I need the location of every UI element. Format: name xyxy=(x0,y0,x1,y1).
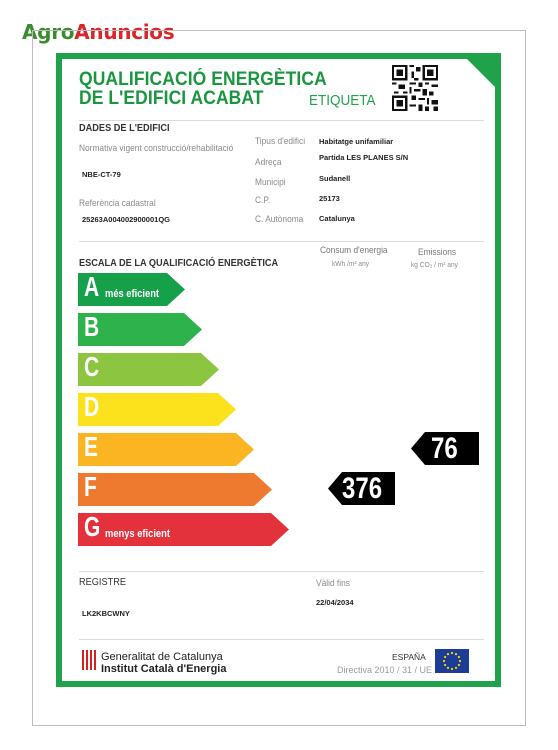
energy-band-g xyxy=(78,513,289,546)
normativa-label: Normativa vigent construcció/rehabilitació xyxy=(79,143,234,154)
band-a-note: més eficient xyxy=(105,288,160,300)
valid-until-label: Vàlid fins xyxy=(316,578,350,589)
eu-flag-icon xyxy=(435,649,469,673)
normativa-value: NBE-CT-79 xyxy=(82,170,121,179)
qr-code-icon xyxy=(392,65,438,111)
consumption-value: 376 xyxy=(342,472,383,505)
registre-label: REGISTRE xyxy=(79,577,127,588)
band-f-letter: F xyxy=(84,471,97,502)
cadastral-ref-label: Referència cadastral xyxy=(79,198,156,209)
consumption-header: Consum d'energia xyxy=(320,245,388,256)
band-d-letter: D xyxy=(84,391,100,422)
separator xyxy=(79,241,484,242)
band-a-letter: A xyxy=(84,271,100,302)
separator xyxy=(79,120,484,121)
band-e-letter: E xyxy=(84,431,99,462)
band-e-arrow xyxy=(78,433,254,466)
band-b-letter: B xyxy=(84,311,100,342)
registre-value: LK2KBCWNY xyxy=(82,609,130,618)
energy-band-d xyxy=(78,393,236,426)
energy-band-c xyxy=(78,353,219,386)
building-type-value: Habitatge unifamiliar xyxy=(319,137,394,146)
directive-text: Directiva 2010 / 31 / UE xyxy=(337,665,433,675)
region-label: C. Autònoma xyxy=(255,214,304,225)
address-label: Adreça xyxy=(255,157,282,168)
region-value: Catalunya xyxy=(319,214,355,223)
label-title-line1: QUALIFICACIÓ ENERGÈTICA xyxy=(79,69,327,90)
band-f-arrow xyxy=(78,473,272,506)
energy-label xyxy=(56,53,501,687)
country-name: ESPAÑA xyxy=(392,652,426,662)
generalitat-flag-icon xyxy=(81,650,96,670)
emissions-header: Emissions xyxy=(418,247,457,258)
label-title-line2: DE L'EDIFICI ACABAT xyxy=(79,88,264,109)
emissions-rating-tag xyxy=(411,432,479,465)
energy-band-b xyxy=(78,313,202,346)
band-d-arrow xyxy=(78,393,236,426)
band-c-letter: C xyxy=(84,351,100,382)
municipality-label: Municipi xyxy=(255,177,286,188)
postal-code-value: 25173 xyxy=(319,194,340,203)
address-value: Partida LES PLANES S/N xyxy=(319,153,409,162)
band-g-letter: G xyxy=(84,511,101,542)
emissions-value: 76 xyxy=(431,432,458,465)
scale-title: ESCALA DE LA QUALIFICACIÓ ENERGÈTICA xyxy=(79,258,279,269)
energy-band-e xyxy=(78,433,254,466)
energy-band-a xyxy=(78,273,185,306)
consumption-rating-tag xyxy=(328,472,395,505)
valid-until-value: 22/04/2034 xyxy=(316,598,354,607)
postal-code-label: C.P. xyxy=(255,195,271,206)
building-section-title: DADES DE L'EDIFICI xyxy=(79,123,170,134)
building-type-label: Tipus d'edifici xyxy=(255,136,306,147)
etiqueta-text: ETIQUETA xyxy=(309,92,376,109)
separator xyxy=(79,639,484,640)
site-logo-part2: Anuncios xyxy=(74,20,175,44)
label-corner-decoration xyxy=(461,53,501,93)
site-logo-part1: Agro xyxy=(22,20,75,44)
generalitat-name: Generalitat de Catalunya xyxy=(101,651,223,663)
separator xyxy=(79,571,484,572)
cadastral-ref-value: 25263A004002900001QG xyxy=(82,215,170,224)
energy-band-f xyxy=(78,473,272,506)
consumption-unit: kWh /m² any xyxy=(332,259,370,268)
emissions-unit: kg CO₂ / m² any xyxy=(411,260,458,269)
band-g-note: menys eficient xyxy=(105,528,170,540)
municipality-value: Sudanell xyxy=(319,174,351,183)
institute-name: Institut Català d'Energia xyxy=(101,663,227,675)
